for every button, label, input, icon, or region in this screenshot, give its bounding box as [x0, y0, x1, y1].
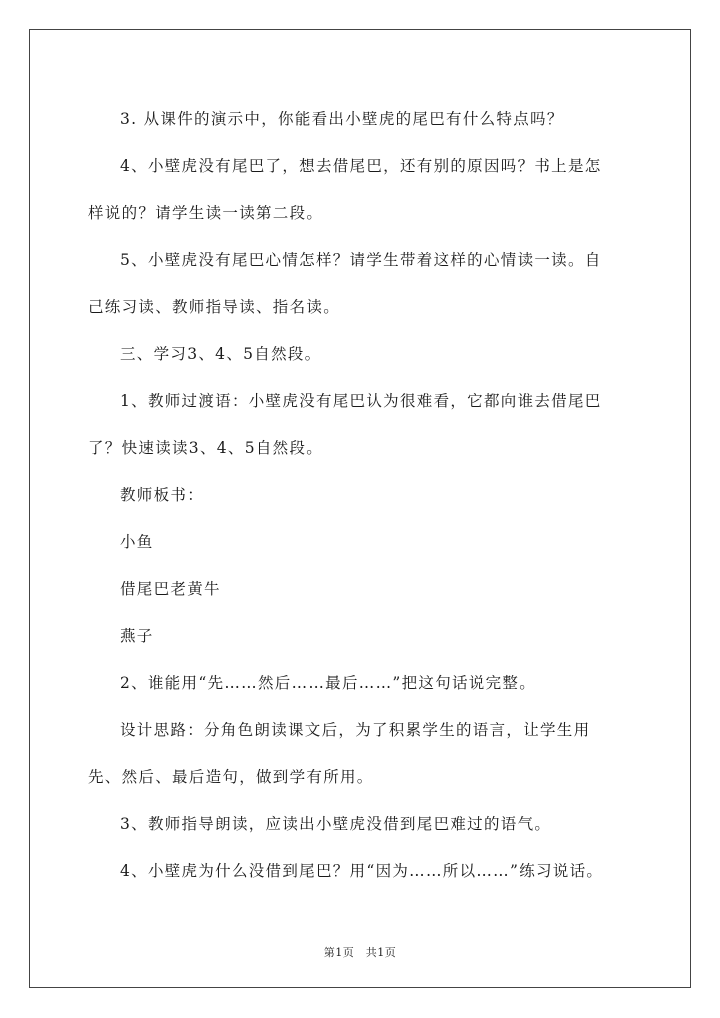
page-number-footer: 第1页 共1页	[323, 946, 397, 959]
section-heading: 三、学习3、4、5自然段。	[120, 345, 322, 363]
text-line: 样说的？请学生读一读第二段。	[88, 204, 324, 222]
text-line: 2、谁能用“先……然后……最后……”把这句话说完整。	[120, 674, 537, 692]
blackboard-item: 借尾巴老黄牛	[120, 580, 221, 598]
text-line: 3、教师指导朗读，应读出小壁虎没借到尾巴难过的语气。	[120, 815, 552, 833]
text-line: 设计思路：分角色朗读课文后，为了积累学生的语言，让学生用	[120, 721, 591, 739]
text-line: 3. 从课件的演示中，你能看出小壁虎的尾巴有什么特点吗？	[120, 110, 564, 128]
text-line: 先、然后、最后造句，做到学有所用。	[88, 768, 374, 786]
blackboard-item: 小鱼	[120, 533, 154, 551]
document-body	[88, 96, 634, 895]
text-line: 了？快速读读3、4、5自然段。	[88, 439, 324, 457]
text-line: 4、小壁虎没有尾巴了，想去借尾巴，还有别的原因吗？书上是怎	[120, 157, 602, 175]
text-line: 教师板书：	[120, 486, 205, 504]
text-line: 4、小壁虎为什么没借到尾巴？用“因为……所以……”练习说话。	[120, 862, 604, 880]
blackboard-item: 燕子	[120, 627, 154, 645]
text-line: 己练习读、教师指导读、指名读。	[88, 298, 341, 316]
text-line: 5、小壁虎没有尾巴心情怎样？请学生带着这样的心情读一读。自	[120, 251, 602, 269]
text-line: 1、教师过渡语：小壁虎没有尾巴认为很难看，它都向谁去借尾巴	[120, 392, 602, 410]
